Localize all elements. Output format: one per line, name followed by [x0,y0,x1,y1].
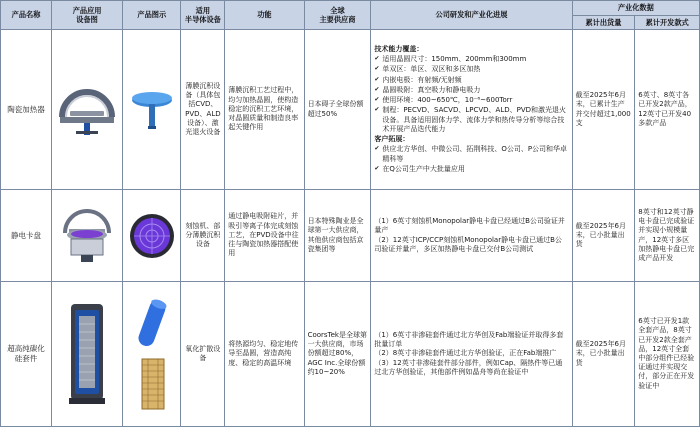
device-image-cell [52,282,123,427]
progress-item: （1）6英寸刻蚀机Monopolar静电卡盘已经通过B公司验证并量产 [374,217,565,235]
progress-item: （3）12英寸非渗硅套件部分部件，例如Cap、隔热件等已通过北方华创验证，其他部件例如晶舟等尚在验证中 [374,358,563,376]
list-item: ✔ 晶圆吸附：真空吸力和静电吸力 [374,86,568,95]
rd-progress-cell [371,282,572,427]
sic-kit-product-image [130,295,174,413]
suppliers-cell: 日本碍子全球份额超过50% [304,30,371,190]
equipment-cell: 氧化扩散设备 [181,282,225,427]
suppliers-cell: CoorsTek是全球第一大供应商，市场份额超过80%，AGC Inc.全球份额约10~20% [304,282,371,427]
header-product-name: 产品名称 [1,1,52,30]
progress-item: （2）12英寸ICP/CCP刻蚀机Monopolar静电卡盘已通过B公司验证并量产，多区加热静电卡盘已交付B公司测试 [374,235,562,253]
chamber-illustration [56,81,118,139]
rd-progress-cell [371,190,572,282]
shipments-cell: 截至2025年6月末，已小批量出货 [572,282,635,427]
heater-product-image [128,86,176,134]
chuck-product-image [127,211,177,261]
models-cell: 6英寸已开发1款全套产品，8英寸已开发2款全套产品，12英寸全套中部分组件已经验证通过并实现交付，部分正在开发验证中 [635,282,700,427]
header-device-image: 产品应用 设备图 [52,1,123,30]
header-product-image: 产品图示 [123,1,181,30]
device-image-cell [52,30,123,190]
customer-expansion-list [374,145,568,174]
product-image-cell [123,190,181,282]
product-image-cell [123,30,181,190]
equipment-cell: 刻蚀机、部分薄膜沉积设备 [181,190,225,282]
list-item: ✔ 制程：PECVD、SACVD、LPCVD、ALD、PVD和激光退火设备。具备适用固体力学、流体力学和热传导分析等综合技术开展产品迭代能力 [374,106,568,134]
table-row-sic-kit [1,282,700,427]
rd-progress-cell [371,30,572,190]
models-cell: 8英寸和12英寸静电卡盘已完成验证并实现小规模量产，12英寸多区加热静电卡盘已完成产品开发 [635,190,700,282]
function-cell: 通过静电吸附硅片，并吸引等离子体完成刻蚀工艺，在PVD设备中往往与陶瓷加热器搭配使用 [225,190,304,282]
product-name-cell: 超高纯碳化硅套件 [1,282,52,427]
etch-chamber-illustration [59,207,115,265]
diffusion-furnace-illustration [65,300,109,408]
list-item: ✔ 供应北方华创、中微公司、拓荆科技、O公司、P公司和华卓精科等 [374,145,568,163]
product-name-cell: 静电卡盘 [1,190,52,282]
list-item: ✔ 单双区：单区、双区和多区加热 [374,65,568,74]
function-cell: 将热源均匀、稳定地传导至晶圆，营造高纯度、稳定的高温环境 [225,282,304,427]
header-applicable-equipment: 适用 半导体设备 [181,1,225,30]
progress-item: （2）8英寸非渗硅套件通过北方华创验证，正在Fab端推广 [374,349,557,358]
header-rd-progress: 公司研发和产业化进展 [371,1,572,30]
header-row-1 [1,1,700,16]
header-cumulative-models: 累计开发款式 [635,15,700,30]
tech-capability-list [374,55,568,134]
product-image-cell [123,282,181,427]
tech-capability-title: 技术能力覆盖： [374,44,424,53]
shipments-cell: 截至2025年6月末，已小批量出货 [572,190,635,282]
suppliers-cell: 日本特殊陶业是全球第一大供应商，其他供应商包括京瓷集团等 [304,190,371,282]
table-row-electrostatic-chuck [1,190,700,282]
header-industrial-data: 产业化数据 [572,1,699,16]
equipment-cell: 薄膜沉积设备（具体包括CVD、PVD、ALD设备）、激光退火设备 [181,30,225,190]
models-cell: 6英寸、8英寸各已开发2款产品，12英寸已开发40多款产品 [635,30,700,190]
function-cell: 薄膜沉积工艺过程中，均匀加热晶圆，使构造稳定的沉积工艺环境，对晶圆质量和制造良率起关键作用 [225,30,304,190]
shipments-cell: 截至2025年6月末，已累计生产并交付超过1,000支 [572,30,635,190]
list-item: ✔ 在Q公司生产中大批量应用 [374,165,568,174]
header-cumulative-shipments: 累计出货量 [572,15,635,30]
list-item: ✔ 适用晶圆尺寸：150mm、200mm和300mm [374,55,568,64]
progress-item: （1）6英寸非渗硅套件通过北方华创及Fab端验证并取得多套批量订单 [374,330,564,349]
header-global-suppliers: 全球 主要供应商 [304,1,371,30]
table-row-ceramic-heater [1,30,700,190]
header-function: 功能 [225,1,304,30]
list-item: ✔ 内嵌电极：有射频/无射频 [374,76,568,85]
product-name-cell: 陶瓷加热器 [1,30,52,190]
list-item: ✔ 使用环境：400~650℃，10⁻⁶~600Torr [374,96,568,105]
device-image-cell [52,190,123,282]
customer-expansion-title: 客户拓展： [374,135,410,144]
